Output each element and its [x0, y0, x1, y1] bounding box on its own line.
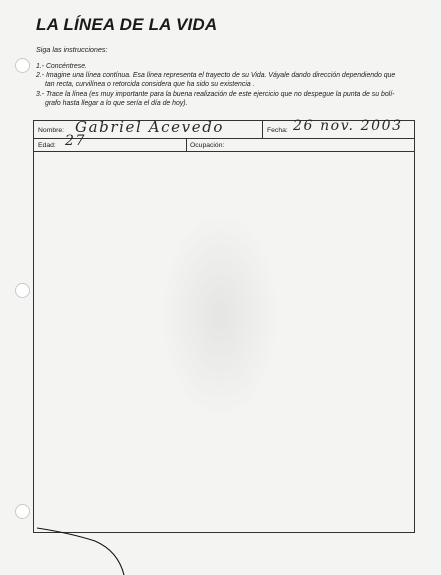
page-title: LA LÍNEA DE LA VIDA: [36, 15, 218, 34]
drawn-life-line: [37, 528, 124, 575]
instruction-item-continuation: tan recta, curvilínea o retorcida considera que ha sido su existencia .: [45, 81, 255, 89]
age-label: Edad:: [38, 142, 56, 149]
name-field[interactable]: Gabriel Acevedo: [75, 118, 225, 136]
instructions-heading: Siga las instrucciones:: [36, 45, 108, 54]
instruction-item: 3.- Trace la línea (es muy importante para la buena realización de este ejercicio que no despegue la punta de su bolí-: [36, 90, 395, 98]
date-label: Fecha:: [267, 127, 288, 134]
instruction-item-continuation: grafo hasta llegar a lo que sería el día de hoy).: [45, 99, 188, 107]
age-field[interactable]: 27: [65, 133, 87, 149]
occupation-label: Ocupación:: [190, 142, 225, 149]
instruction-item: 2.- Imagine una línea contínua. Esa línea representa el trayecto de su Vida. Váyale dando dirección dependiendo que: [36, 72, 396, 80]
instruction-item: 1.- Concéntrese.: [36, 63, 87, 70]
date-field[interactable]: 26 nov. 2003: [293, 118, 403, 134]
name-label: Nombre:: [38, 127, 65, 134]
